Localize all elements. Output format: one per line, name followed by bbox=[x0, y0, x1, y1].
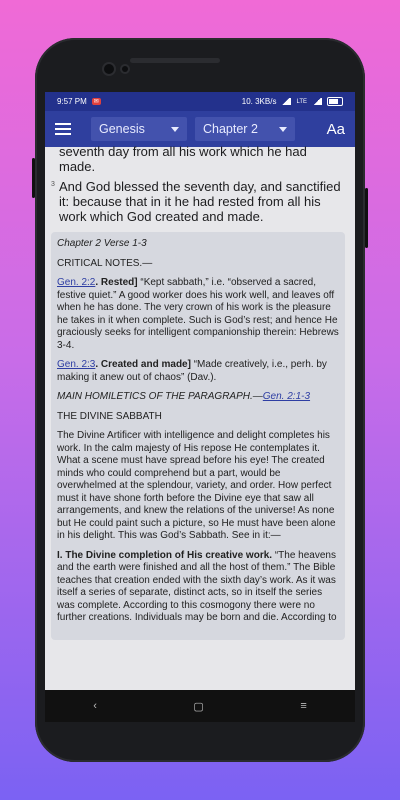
note-text: “Made creatively, i.e., perh. by making it anew out of chaos” (Dav.). bbox=[57, 359, 327, 383]
volume-button bbox=[32, 158, 35, 198]
note-text: “Kept sabbath,” i.e. “observed a sacred, festive quiet.” A good worker does his work well, and leaves off when he has done. The very crown of his work is the pleasure he takes in it when complete. Such is God’s rest; and hence He graciously seeks for intelligent companionship therein: Hebrews 3-4. bbox=[57, 277, 339, 351]
sabbath-text: The Divine Artificer with intelligence and delight completes his work. In the calm majesty of His repose He contemplates it. What a scene must have spread before his eye! The created minds who could comprehend but a part, would be overwhelmed at the splendour, variety, and order. How perfect must it have shone forth before the Divine eye that saw all arrangements, and knew the relations of the universe! As none but He could paint such a picture, so He must have been alone in his delight. This was God’s Sabbath. See in it:— bbox=[57, 430, 336, 541]
note-term: . Rested] bbox=[95, 277, 138, 288]
homiletics-title: MAIN HOMILETICS OF THE PARAGRAPH.— bbox=[57, 391, 263, 402]
status-time: 9:57 PM bbox=[57, 97, 87, 106]
app-toolbar bbox=[45, 111, 355, 147]
ref-link[interactable]: Gen. 2:1-3 bbox=[262, 391, 311, 402]
note-rested bbox=[57, 277, 339, 352]
menu-icon[interactable] bbox=[55, 123, 71, 135]
sensor bbox=[122, 66, 128, 72]
book-select[interactable] bbox=[91, 117, 187, 141]
verse-text: And God blessed the seventh day, and sanctified it: because that in it he had rested from all his work which God created and made. bbox=[59, 179, 341, 224]
verse-text: seventh day from all his work which he had made. bbox=[59, 144, 307, 174]
chevron-down-icon bbox=[171, 127, 179, 132]
chevron-down-icon bbox=[279, 127, 287, 132]
commentary-heading: Chapter 2 Verse 1-3 bbox=[57, 238, 147, 249]
point-title: I. The Divine completion of His creative work. bbox=[57, 549, 273, 561]
verse-3 bbox=[51, 179, 345, 224]
ref-link[interactable]: Gen. 2:2 bbox=[57, 277, 96, 288]
home-icon[interactable]: ▢ bbox=[193, 700, 204, 713]
front-camera bbox=[104, 64, 114, 74]
font-size-button[interactable]: Aa bbox=[326, 120, 345, 138]
notification-icon: ✉ bbox=[93, 99, 99, 105]
reader-content[interactable] bbox=[45, 144, 355, 640]
verse-number: 3 bbox=[51, 181, 55, 188]
critical-notes-title: CRITICAL NOTES.— bbox=[57, 257, 153, 269]
book-select-label: Genesis bbox=[99, 122, 145, 136]
signal-icon bbox=[281, 98, 291, 105]
network-speed: 10. 3KB/s bbox=[241, 97, 277, 106]
note-created bbox=[57, 359, 339, 384]
homiletics-line bbox=[57, 391, 339, 404]
system-nav-bar bbox=[45, 690, 355, 722]
point-one bbox=[57, 550, 339, 625]
note-term: . Created and made] bbox=[95, 359, 191, 370]
chapter-select[interactable] bbox=[195, 117, 295, 141]
chapter-select-label: Chapter 2 bbox=[203, 122, 258, 136]
status-bar bbox=[45, 92, 355, 111]
ref-link[interactable]: Gen. 2:3 bbox=[57, 359, 96, 370]
back-icon[interactable]: ‹ bbox=[93, 700, 97, 712]
battery-icon bbox=[327, 97, 343, 106]
sabbath-title: THE DIVINE SABBATH bbox=[57, 410, 162, 422]
recents-icon[interactable]: ≡ bbox=[300, 700, 307, 712]
screen bbox=[45, 92, 355, 722]
commentary-panel bbox=[51, 232, 345, 640]
verse-2 bbox=[51, 144, 345, 174]
wifi-icon bbox=[312, 98, 322, 105]
point-text: “The heavens and the earth were finished and all the host of them.” The Bible teaches that creation ended with the sixth day’s work. As it was itself a series of separate, distinct acts, so in itself the series was complete. According to this cosmogony there were no further creations. Individuals may be born and die. According to bbox=[57, 549, 337, 623]
earpiece bbox=[130, 58, 220, 63]
power-button bbox=[365, 188, 368, 248]
lte-label: LTE bbox=[296, 98, 307, 105]
